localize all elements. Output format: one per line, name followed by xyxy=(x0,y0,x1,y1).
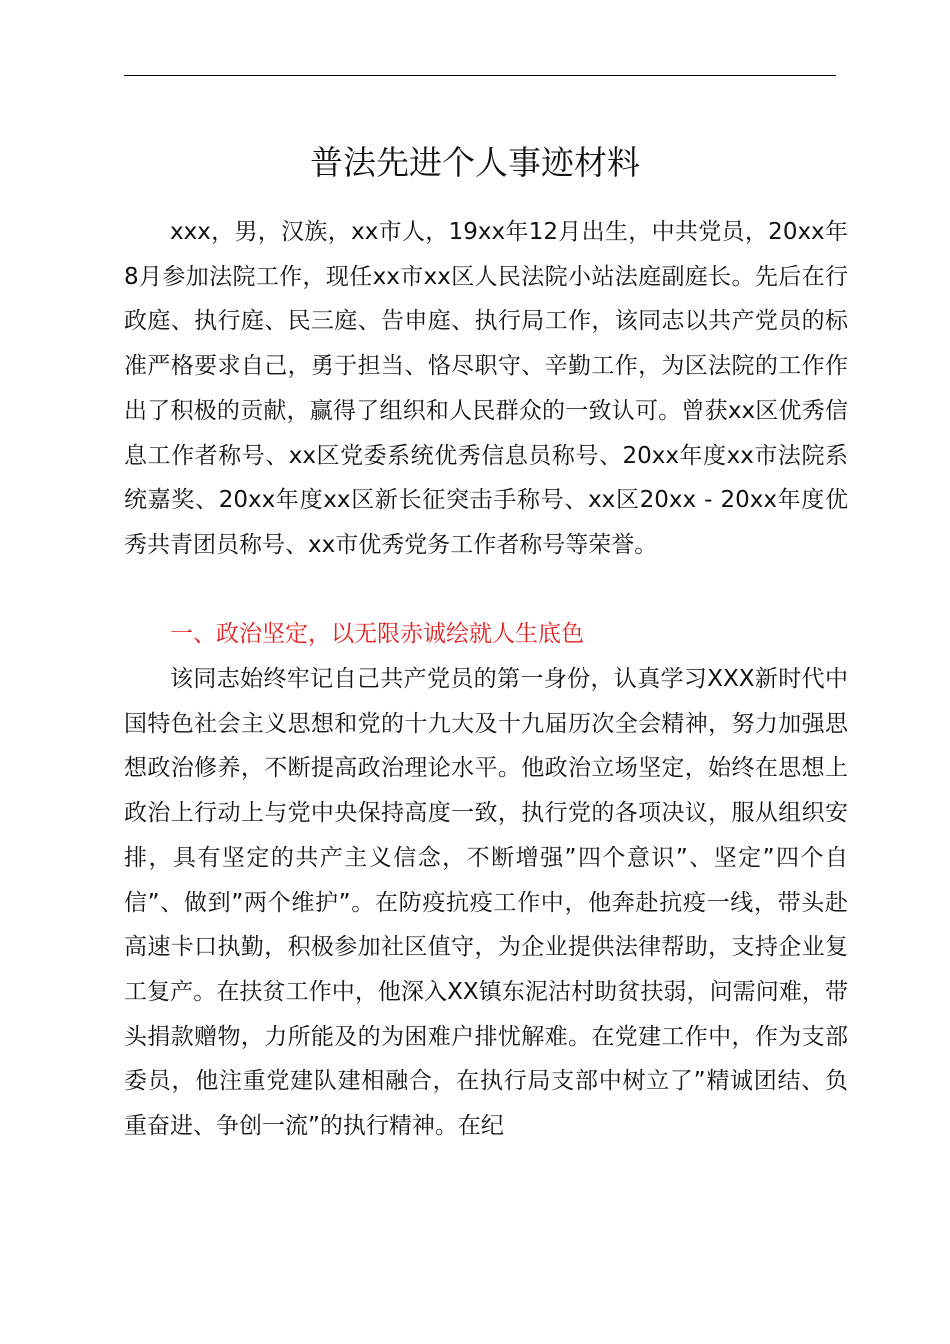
section-paragraph: 该同志始终牢记自己共产党员的第一身份，认真学习XXX新时代中国特色社会主义思想和党的十九大及十九届历次全会精神，努力加强思想政治修养，不断提高政治理论水平。他政治立场坚定，始终在思想上政治上行动上与党中央保持高度一致，执行党的各项决议，服从组织安排，具有坚定的共产主义信念，不断增强”四个意识”、坚定”四个自信”、做到”两个维护”。在防疫抗疫工作中，他奔赴抗疫一线，带头赴高速卡口执勤，积极参加社区值守，为企业提供法律帮助，支持企业复工复产。在扶贫工作中，他深入XX镇东泥沽村助贫扶弱，问需问难，带头捐款赠物，力所能及的为困难户排忧解难。在党建工作中，作为支部委员，他注重党建队建相融合，在执行局支部中树立了”精诚团结、负重奋进、争创一流”的执行精神。在纪 xyxy=(124,666,848,1140)
document-title: 普法先进个人事迹材料 xyxy=(310,143,640,182)
intro-paragraph: xxx，男，汉族，xx市人，19xx年12月出生，中共党员，20xx年8月参加法院工作，现任xx市xx区人民法院小站法庭副庭长。先后在行政庭、执行庭、民三庭、告申庭、执行局工作，该同志以共产党员的标准严格要求自己，勇于担当、恪尽职守、辛勤工作，为区法院的工作作出了积极的贡献，赢得了组织和人民群众的一致认可。曾获xx区优秀信息工作者称号、xx区党委系统优秀信息员称号、20xx年度xx市法院系统嘉奖、20xx年度xx区新长征突击手称号、xx区20xx - 20xx年度优秀共青团员称号、xx市优秀党务工作者称号等荣誉。 xyxy=(124,219,848,558)
header-rule xyxy=(124,75,836,76)
section-heading: 一、政治坚定，以无限赤诚绘就人生底色 xyxy=(170,621,584,647)
